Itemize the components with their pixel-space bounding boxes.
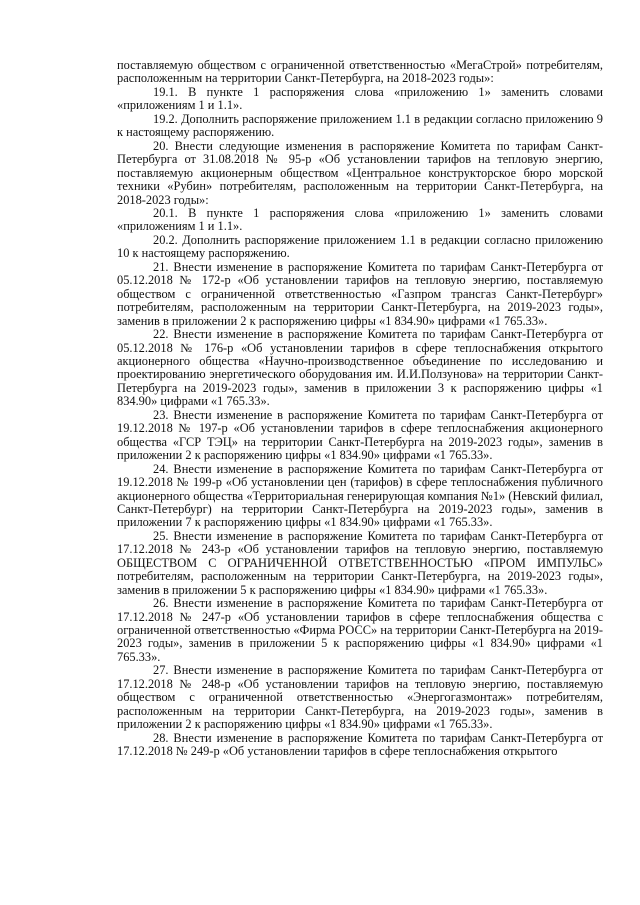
paragraph-23: 23. Внести изменение в распоряжение Комитета по тарифам Санкт-Петербурга от 19.12.2018 № 197-р «Об установлении тарифов в сфере теплоснабжения акционерного общества «ГСР ТЭЦ» на территории Санкт-Петербурга на 2019-2023 годы», заменив в приложении 2 к распоряжению цифры «1 834.90» цифрами «1 765.33».: [117, 407, 603, 463]
paragraph-24: 24. Внести изменение в распоряжение Комитета по тарифам Санкт-Петербурга от 19.12.2018 № 199-р «Об установлении цен (тарифов) в сфере теплоснабжения публичного акционерного общества «Территориальная генерирующая компания №1» (Невский филиал, Санкт-Петербург) на территории Санкт-Петербурга на 2019-2023 годы», заменив в приложении 7 к распоряжению цифры «1 834.90» цифрами «1 765.33».: [117, 461, 603, 530]
paragraph-22: 22. Внести изменение в распоряжение Комитета по тарифам Санкт-Петербурга от 05.12.2018 № 176-р «Об установлении тарифов в сфере теплоснабжения открытого акционерного общества «Научно-производственное объединение по исследованию и проектированию энергетического оборудования им. И.И.Ползунова» на территории Санкт-Петербурга на 2019-2023 годы», заменив в приложении 3 к распоряжению цифры «1 834.90» цифрами «1 765.33».: [117, 327, 603, 409]
paragraph-21: 21. Внести изменение в распоряжение Комитета по тарифам Санкт-Петербурга от 05.12.2018 № 172-р «Об установлении тарифов на тепловую энергию, поставляемую обществом с ограниченной ответственностью «Газпром трансгаз Санкт-Петербург» потребителям, расположенным на территории Санкт-Петербурга, на 2019-2023 годы», заменив в приложении 2 к распоряжению цифры «1 834.90» цифрами «1 765.33».: [117, 259, 603, 328]
paragraph-28: 28. Внести изменение в распоряжение Комитета по тарифам Санкт-Петербурга от 17.12.2018 № 249-р «Об установлении тарифов в сфере теплоснабжения открытого: [117, 730, 603, 759]
paragraph-20-1: 20.1. В пункте 1 распоряжения слова «приложению 1» заменить словами «приложениям 1 и 1.1».: [117, 205, 603, 234]
paragraph-20-2: 20.2. Дополнить распоряжение приложением 1.1 в редакции согласно приложению 10 к настоящему распоряжению.: [117, 232, 603, 261]
paragraph-25: 25. Внести изменение в распоряжение Комитета по тарифам Санкт-Петербурга от 17.12.2018 № 243-р «Об установлении тарифов на тепловую энергию, поставляемую ОБЩЕСТВОМ С ОГРАНИЧЕННОЙ ОТВЕТСТВЕННОСТЬЮ «ПРОМ ИМПУЛЬС» потребителям, расположенным на территории Санкт-Петербурга, на 2019-2023 годы», заменив в приложении 5 к распоряжению цифры «1 834.90» цифрами «1 765.33».: [117, 528, 603, 597]
paragraph-26: 26. Внести изменение в распоряжение Комитета по тарифам Санкт-Петербурга от 17.12.2018 № 247-р «Об установлении тарифов в сфере теплоснабжения общества с ограниченной ответственностью «Фирма РОСС» на территории Санкт-Петербурга на 2019-2023 годы», заменив в приложении 5 к распоряжению цифры «1 834.90» цифрами «1 765.33».: [117, 596, 603, 664]
document-body: [117, 59, 603, 759]
paragraph-19-1: 19.1. В пункте 1 распоряжения слова «приложению 1» заменить словами «приложениям 1 и 1.1».: [117, 84, 603, 113]
paragraph-27: 27. Внести изменение в распоряжение Комитета по тарифам Санкт-Петербурга от 17.12.2018 № 248-р «Об установлении тарифов на тепловую энергию, поставляемую обществом с ограниченной ответственностью «Энергогазмонтаж» потребителям, расположенным на территории Санкт-Петербурга, на 2019-2023 годы», заменив в приложении 2 к распоряжению цифры «1 834.90» цифрами «1 765.33».: [117, 663, 603, 732]
paragraph-19-2: 19.2. Дополнить распоряжение приложением 1.1 в редакции согласно приложению 9 к настоящему распоряжению.: [117, 111, 603, 140]
paragraph-20: 20. Внести следующие изменения в распоряжение Комитета по тарифам Санкт-Петербурга от 31.08.2018 № 95-р «Об установлении тарифов на тепловую энергию, поставляемую акционерным обществом «Центральное конструкторское бюро морской техники «Рубин» потребителям, расположенным на территории Санкт-Петербурга, на 2018-2023 годы»:: [117, 138, 603, 207]
paragraph-continuation: поставляемую обществом с ограниченной ответственностью «МегаСтрой» потребителям, расположенным на территории Санкт-Петербурга, на 2018-2023 годы»:: [117, 58, 603, 86]
